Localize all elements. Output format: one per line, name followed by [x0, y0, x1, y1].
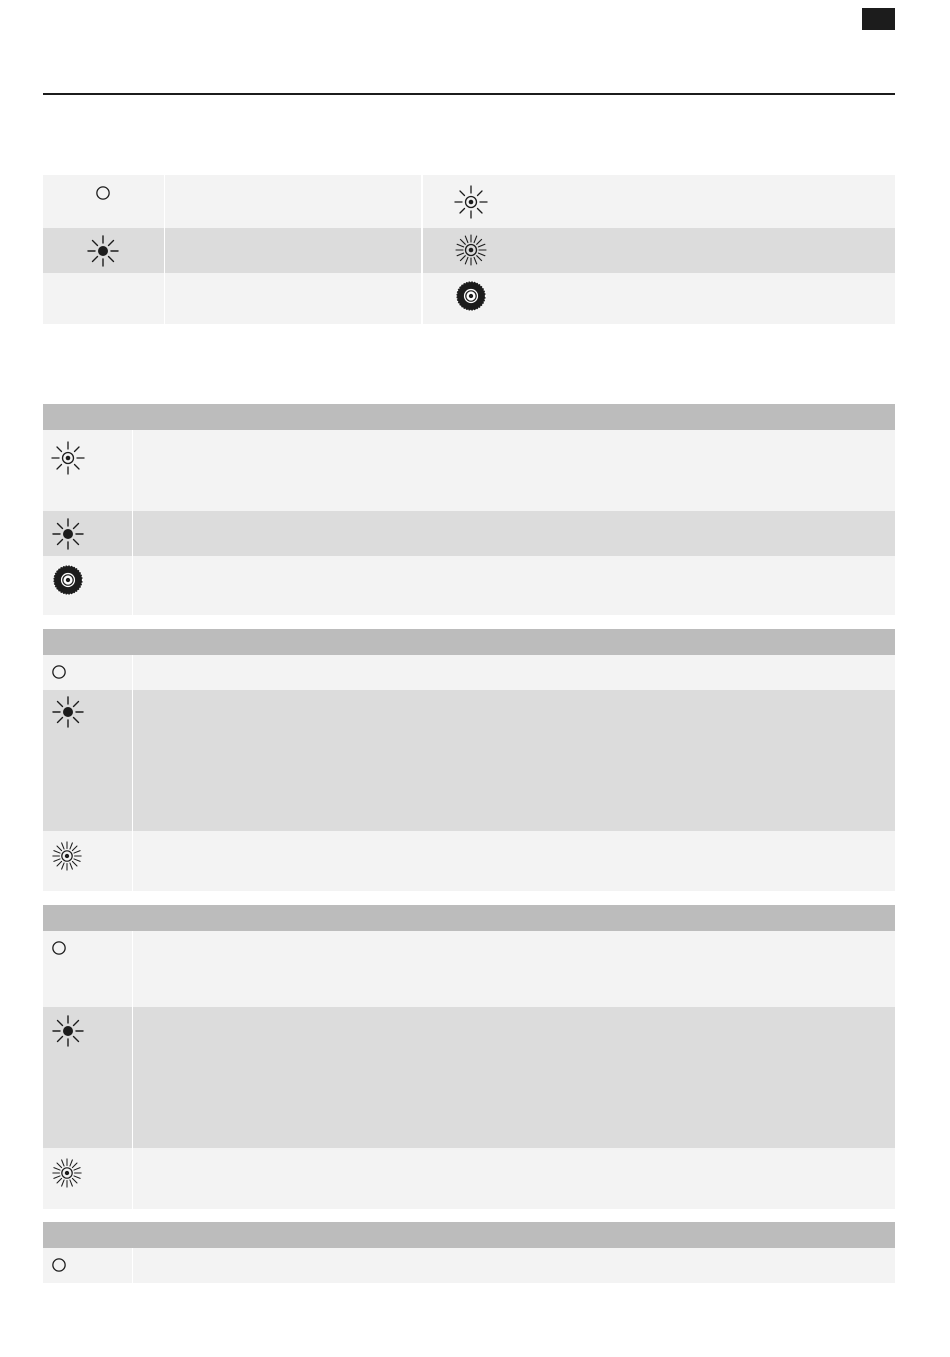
legend-description	[513, 273, 895, 324]
section-header	[43, 1222, 895, 1248]
led-on-icon	[50, 516, 86, 552]
led-fast-flashing-icon	[453, 232, 489, 268]
status-description	[133, 931, 895, 1007]
legend-icon-cell	[43, 228, 165, 273]
legend-description	[513, 228, 895, 273]
status-row	[43, 690, 895, 831]
status-icon-cell	[43, 1007, 133, 1148]
status-icon-cell	[43, 556, 133, 615]
status-icon-cell	[43, 511, 133, 556]
section-header	[43, 404, 895, 430]
status-description	[133, 430, 895, 511]
status-icon-cell	[43, 1248, 133, 1283]
led-off-icon	[46, 659, 72, 685]
legend-row	[43, 273, 895, 324]
status-section	[43, 905, 895, 1209]
legend-row	[43, 175, 895, 228]
legend-description	[165, 273, 423, 324]
status-icon-cell	[43, 931, 133, 1007]
status-description	[133, 1248, 895, 1283]
section-header	[43, 629, 895, 655]
status-icon-cell	[43, 1148, 133, 1209]
led-very-fast-flashing-icon	[454, 279, 488, 313]
led-off-icon	[46, 935, 72, 961]
legend-description	[165, 228, 423, 273]
led-legend-table	[43, 175, 895, 324]
status-row	[43, 430, 895, 511]
led-fast-flashing-icon	[50, 1156, 84, 1190]
status-row	[43, 1248, 895, 1283]
legend-row	[43, 228, 895, 273]
status-icon-cell	[43, 655, 133, 690]
status-description	[133, 655, 895, 690]
led-off-icon	[46, 1252, 72, 1278]
status-row	[43, 655, 895, 690]
legend-description	[513, 175, 895, 228]
led-off-icon	[90, 180, 116, 206]
led-flashing-icon	[50, 440, 86, 476]
legend-description	[165, 175, 423, 228]
status-description	[133, 511, 895, 556]
status-description	[133, 1148, 895, 1209]
led-very-fast-flashing-icon	[51, 563, 85, 597]
status-row	[43, 831, 895, 891]
status-icon-cell	[43, 831, 133, 891]
legend-icon-cell	[43, 175, 165, 228]
legend-icon-cell	[423, 175, 513, 228]
status-section	[43, 1222, 895, 1283]
status-row	[43, 511, 895, 556]
language-tab	[862, 8, 895, 30]
led-on-icon	[50, 694, 86, 730]
status-description	[133, 556, 895, 615]
status-row	[43, 1007, 895, 1148]
led-on-icon	[85, 233, 121, 269]
led-on-icon	[50, 1013, 86, 1049]
status-section	[43, 629, 895, 891]
section-header	[43, 905, 895, 931]
status-section	[43, 404, 895, 615]
header-rule	[43, 93, 895, 95]
status-row	[43, 931, 895, 1007]
led-flashing-icon	[453, 184, 489, 220]
status-description	[133, 831, 895, 891]
status-row	[43, 1148, 895, 1209]
status-row	[43, 556, 895, 615]
status-description	[133, 690, 895, 831]
led-fast-flashing-icon	[50, 839, 84, 873]
status-icon-cell	[43, 430, 133, 511]
legend-icon-cell	[423, 273, 513, 324]
status-description	[133, 1007, 895, 1148]
status-icon-cell	[43, 690, 133, 831]
legend-icon-cell	[43, 273, 165, 324]
legend-icon-cell	[423, 228, 513, 273]
